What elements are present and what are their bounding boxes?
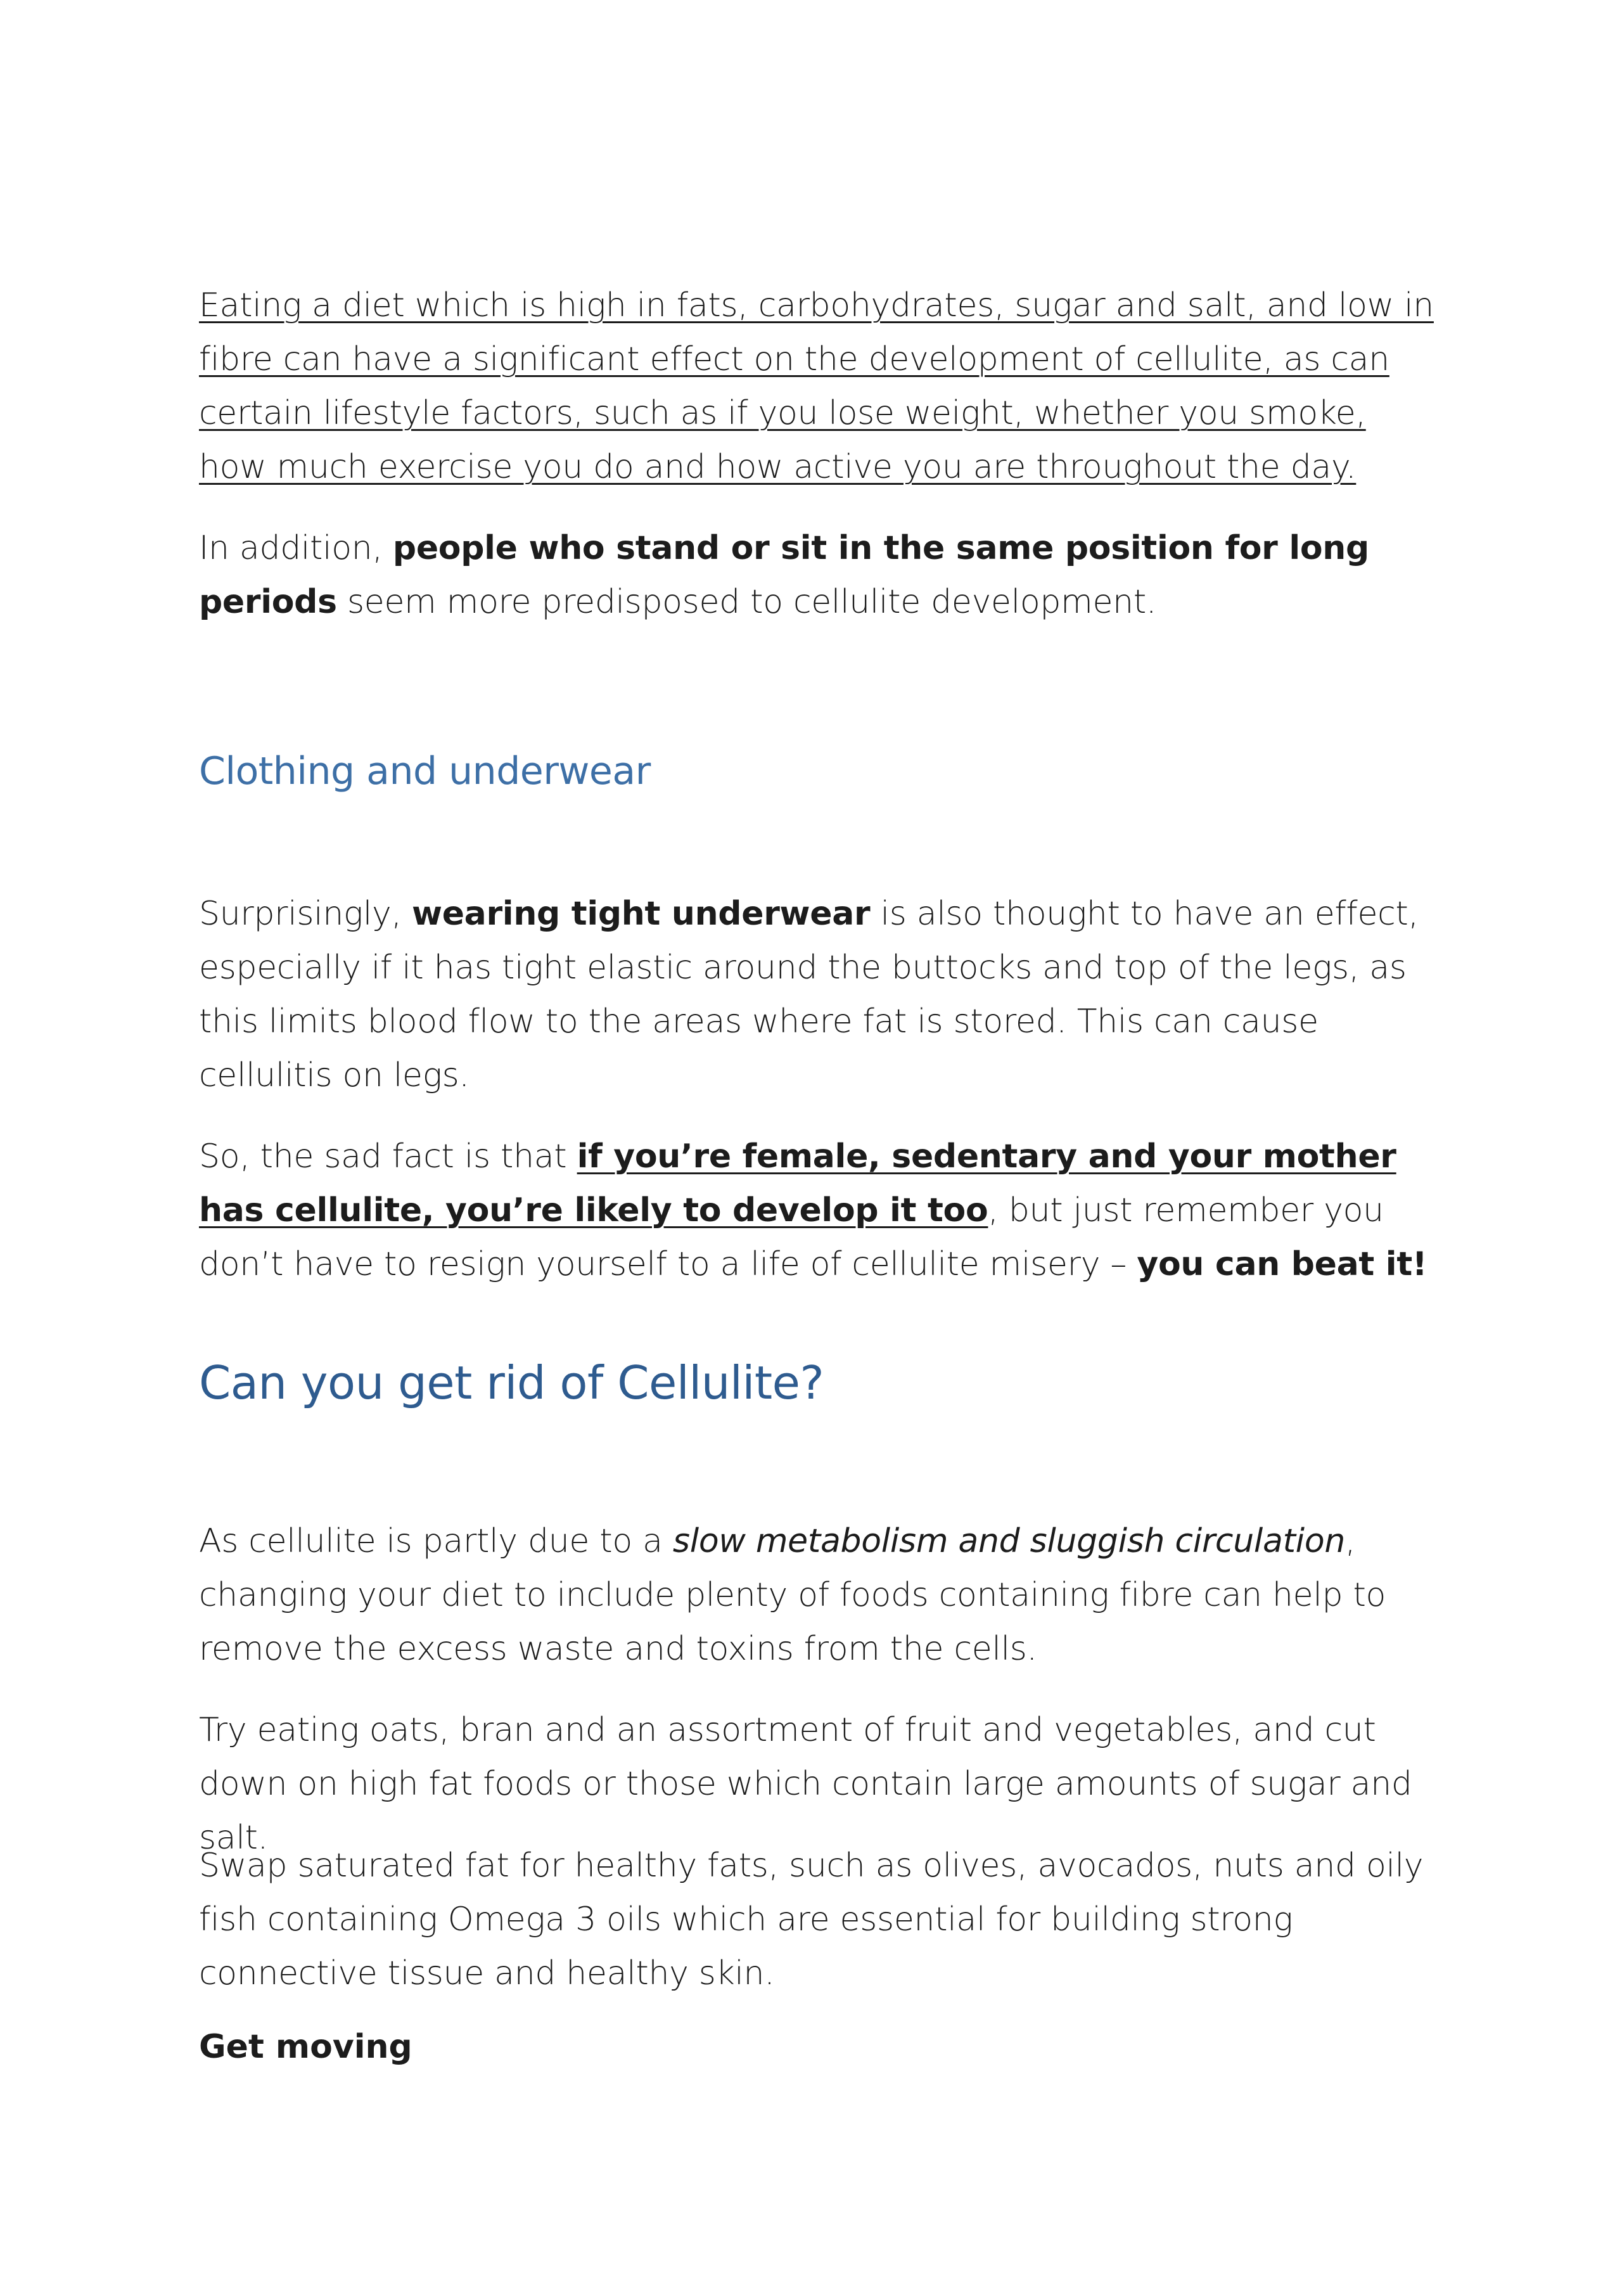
paragraph-diet-lifestyle: Eating a diet which is high in fats, carbohydrates, sugar and salt, and low in fibre can have a significant effect on the development of cellulite, as can certain lifestyle factors, such as if you lose weight, whether you smoke, how much exercise you do and how active you are throughout the day.	[199, 286, 1434, 486]
paragraph-metabolism	[199, 1515, 1441, 1676]
paragraph-standing-sitting-lead: In addition,	[199, 529, 393, 567]
paragraph-standing-sitting-tail: seem more predisposed to cellulite development.	[336, 583, 1157, 621]
paragraph-metabolism-italic: slow metabolism and sluggish circulation	[672, 1522, 1345, 1560]
paragraph-metabolism-lead: As cellulite is partly due to a	[199, 1522, 673, 1560]
paragraph-tight-underwear-lead: Surprisingly,	[199, 895, 412, 933]
paragraph-healthy-fats: Swap saturated fat for healthy fats, such as olives, avocados, nuts and oily fish containing Omega 3 oils which are essential for building strong connective tissue and healthy skin.	[199, 1847, 1424, 1992]
paragraph-sad-fact-bold-end: you can beat it!	[1137, 1245, 1427, 1283]
paragraph-tight-underwear-bold: wearing tight underwear	[411, 895, 871, 933]
paragraph-sad-fact-bold-underline: if you’re female, sedentary and your mother has cellulite, you’re likely to develop it too	[199, 1138, 1396, 1229]
paragraph-standing-sitting-bold: people who stand or sit in the same position for long periods	[199, 529, 1369, 621]
heading-get-rid-of-cellulite: Can you get rid of Cellulite?	[199, 1356, 824, 1409]
paragraph-sad-fact	[199, 1130, 1441, 1292]
paragraph-oats-bran: Try eating oats, bran and an assortment of fruit and vegetables, and cut down on high fat foods or those which contain large amounts of sugar and salt.	[199, 1711, 1412, 1857]
paragraph-sad-fact-mid: , but just remember you don’t have to resign yourself to a life of cellulite misery –	[199, 1191, 1384, 1283]
paragraph-tight-underwear	[199, 887, 1441, 1103]
paragraph-metabolism-tail: , changing your diet to include plenty of foods containing fibre can help to remove the excess waste and toxins from the cells.	[199, 1522, 1386, 1668]
subheading-get-moving: Get moving	[199, 2028, 412, 2066]
paragraph-standing-sitting	[199, 522, 1441, 629]
heading-clothing-underwear: Clothing and underwear	[199, 749, 651, 793]
paragraph-sad-fact-lead: So, the sad fact is that	[199, 1138, 577, 1176]
paragraph-tight-underwear-tail: is also thought to have an effect, especially if it has tight elastic around the buttocks and top of the legs, as this limits blood flow to the areas where fat is stored. This can cause cellulitis on legs.	[199, 895, 1419, 1094]
